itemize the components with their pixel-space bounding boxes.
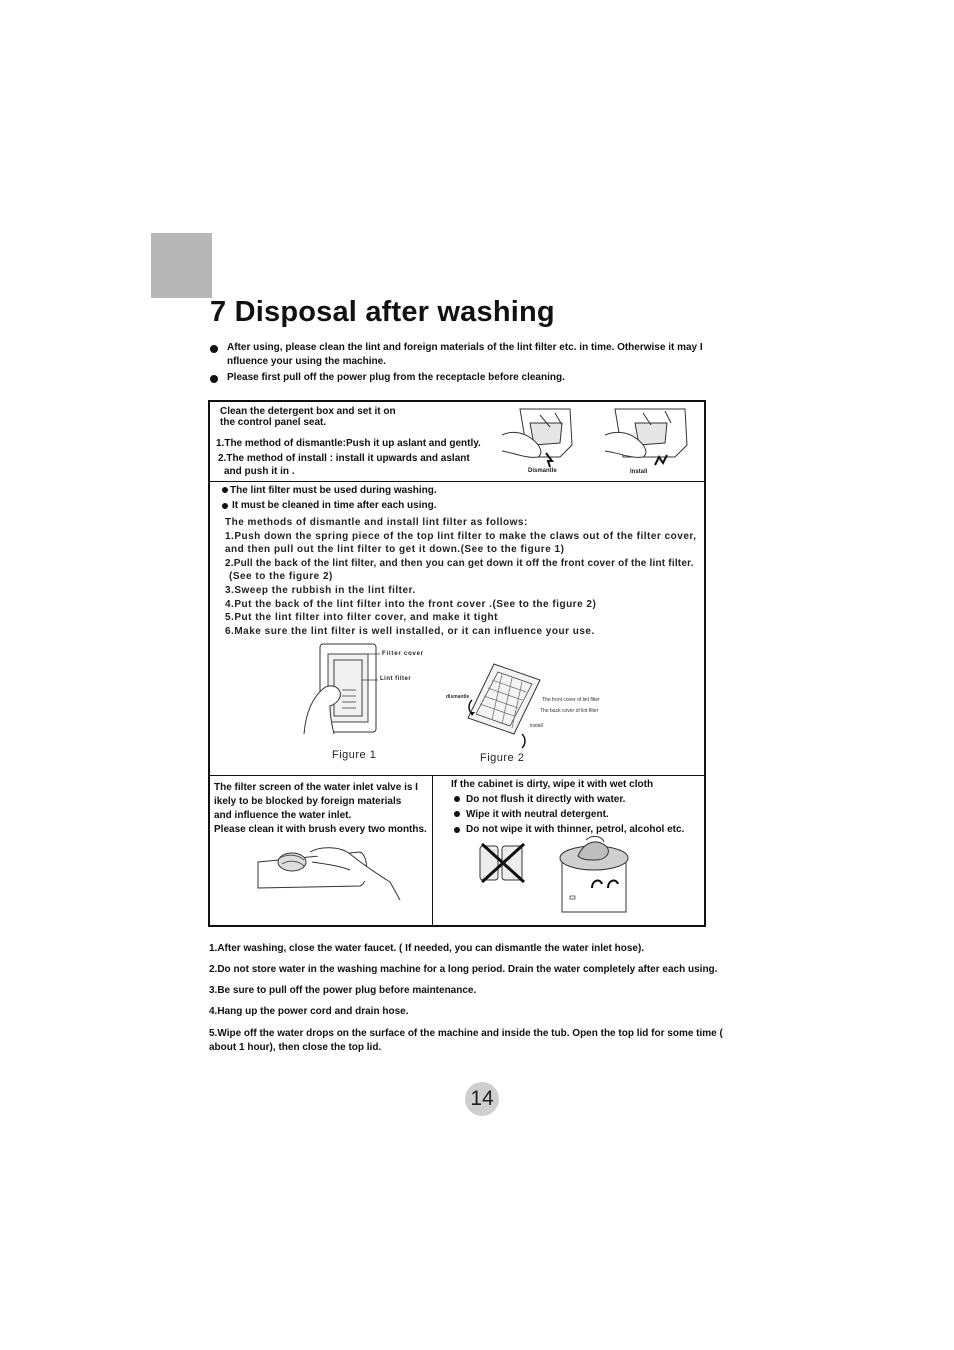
inlet-valve-illustration: [250, 842, 400, 902]
intro-bullet-2: [210, 371, 710, 385]
inlet-text: [214, 781, 427, 837]
label-fig2-dismantle: dismantle: [446, 694, 470, 700]
instruction-box: [208, 400, 706, 927]
divider: [210, 775, 704, 776]
inlet-line: Please clean it with brush every two months.: [214, 824, 427, 835]
after-washing-item-2: 2.Do not store water in the washing machine for a long period. Drain the water completely after each using.: [209, 964, 718, 975]
intro-bullet-1: [210, 341, 710, 369]
label-install: Install: [630, 469, 648, 475]
divider: [432, 775, 433, 925]
lint-method-line: (See to the figure 2): [229, 571, 333, 583]
detergent-install-illustration: [605, 405, 695, 477]
lint-method-line: The methods of dismantle and install lint filter as follows:: [225, 517, 528, 528]
bullet-dot: [454, 796, 460, 802]
cabinet-heading: If the cabinet is dirty, wipe it with wet cloth: [451, 779, 654, 790]
page-title: 7 Disposal after washing: [210, 296, 555, 328]
after-washing-item-3: 3.Be sure to pull off the power plug before maintenance.: [209, 985, 477, 996]
figure-2-illustration: [462, 660, 542, 760]
bullet-dot: [222, 487, 228, 493]
divider: [210, 481, 704, 482]
lint-method-line: and then pull out the lint filter to get it down.(See to the figure 1): [225, 544, 565, 556]
after-washing-item-1: 1.After washing, close the water faucet. ( If needed, you can dismantle the water inlet hose).: [209, 943, 645, 954]
detergent-heading-1: Clean the detergent box and set it on: [220, 406, 396, 417]
detergent-heading: [220, 406, 396, 428]
section-tab-marker: [151, 233, 212, 298]
crossed-solvent-bottles-icon: [478, 840, 528, 884]
bullet-dot: [210, 375, 218, 383]
bullet-dot: [454, 827, 460, 833]
lint-method-line: 6.Make sure the lint filter is well installed, or it can influence your use.: [225, 625, 595, 637]
inlet-line: The filter screen of the water inlet valve is I: [214, 782, 418, 793]
washer-wiping-illustration: [556, 830, 632, 914]
intro-text-1a: After using, please clean the lint and foreign materials of the lint filter etc. in time. Otherwise it may I: [227, 342, 703, 353]
after-washing-item-5a: 5.Wipe off the water drops on the surface of the machine and inside the tub. Open the top lid for some time (: [209, 1028, 723, 1039]
label-fig2-install: install: [530, 723, 543, 729]
figure-1-illustration: [300, 640, 390, 735]
after-washing-item-4: 4.Hang up the power cord and drain hose.: [209, 1006, 409, 1017]
lint-method-line: 5.Put the lint filter into filter cover, and make it tight: [225, 612, 498, 624]
lint-methods: [225, 516, 705, 638]
label-filter-cover: Filter cover: [382, 651, 424, 657]
lint-bullet-1-text: The lint filter must be used during washing.: [230, 485, 437, 496]
detergent-method-2b: and push it in .: [224, 466, 295, 477]
lint-method-line: 3.Sweep the rubbish in the lint filter.: [225, 584, 416, 596]
figure-1-caption: Figure 1: [332, 749, 377, 761]
lint-bullet-2-text: It must be cleaned in time after each using.: [232, 500, 437, 511]
bullet-dot: [210, 345, 218, 353]
figure-2-caption: Figure 2: [480, 752, 525, 764]
cabinet-bullet-text: Do not wipe it with thinner, petrol, alcohol etc.: [466, 824, 685, 835]
intro-text-2: Please first pull off the power plug from the receptacle before cleaning.: [227, 372, 565, 383]
after-washing-item-5b: about 1 hour), then close the top lid.: [209, 1042, 382, 1053]
label-dismantle: Dismantle: [528, 468, 557, 474]
cabinet-bullet-text: Wipe it with neutral detergent.: [466, 809, 609, 820]
cabinet-bullet-text: Do not flush it directly with water.: [466, 794, 626, 805]
lint-method-line: 4.Put the back of the lint filter into the front cover .(See to the figure 2): [225, 598, 597, 610]
label-fig2-back-cover: The back cover of lint filter: [540, 708, 599, 714]
inlet-line: and influence the water inlet.: [214, 810, 352, 821]
detergent-heading-2: the control panel seat.: [220, 417, 327, 428]
detergent-dismantle-illustration: [500, 405, 590, 477]
detergent-method-1: 1.The method of dismantle:Push it up aslant and gently.: [216, 438, 481, 449]
detergent-method-2a: 2.The method of install : install it upwards and aslant: [218, 453, 470, 464]
page-number-badge: 14: [465, 1082, 499, 1116]
label-lint-filter: Lint filter: [380, 676, 412, 682]
bullet-dot: [222, 503, 228, 509]
inlet-line: ikely to be blocked by foreign materials: [214, 796, 402, 807]
lint-method-line: 2.Pull the back of the lint filter, and then you can get down it off the front cover of the lint filter.: [225, 557, 694, 569]
label-fig2-front-cover: The front cover of lint filter: [542, 697, 600, 703]
lint-method-line: 1.Push down the spring piece of the top lint filter to make the claws out of the filter cover,: [225, 530, 697, 542]
intro-text-1b: nfluence your using the machine.: [227, 356, 386, 367]
bullet-dot: [454, 811, 460, 817]
